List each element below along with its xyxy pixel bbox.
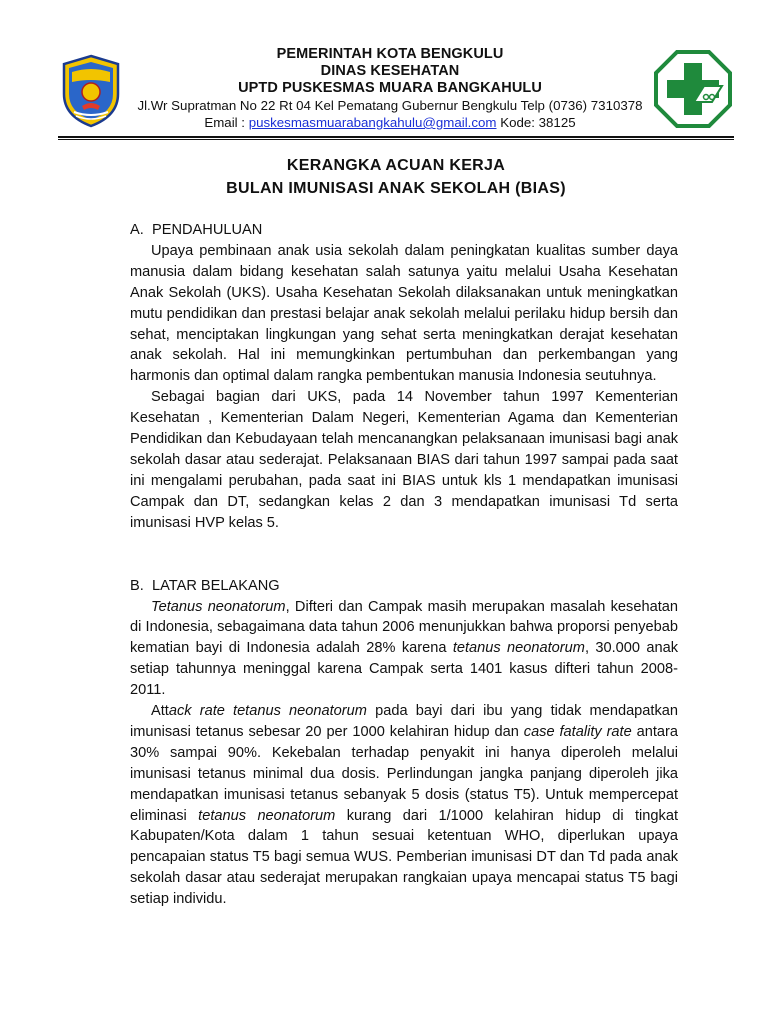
- section-a-number: A.: [130, 222, 144, 238]
- title-line-2: BULAN IMUNISASI ANAK SEKOLAH (BIAS): [226, 180, 566, 197]
- section-spacer: [130, 534, 678, 555]
- letterhead-contact: [120, 114, 660, 131]
- section-a-paragraph-2: Sebagai bagian dari UKS, pada 14 November tahun 1997 Kementerian Kesehatan , Kementerian Dalam Negeri, Kementerian Agama dan Kementerian Pendidikan dan Kebudayaan telah mencanangkan pelaksanaan imunisasi bagi anak sekolah dasar atau sederajat. Pelaksanaan BIAS dari tahun 1997 sampai pada saat ini mengalami perubahan, pada saat ini BIAS untuk kls 1 mendapatkan imunisasi Campak dan DT, sedangkan kelas 2 dan 3 mendapatkan imunisasi Td serta imunisasi HVP kelas 5.: [130, 389, 678, 531]
- italic-term: tetanus neonatorum: [452, 640, 585, 657]
- document-body: [130, 220, 678, 910]
- letterhead-government: PEMERINTAH KOTA BENGKULU: [276, 46, 504, 62]
- paragraph-text: Att: [151, 703, 169, 720]
- paragraph-text: antara 30% sampai 90%. Kekebalan terhadap penyakit ini hanya diperoleh melalui imunisasi tetanus minimal dua dosis. Perlindungan jangka panjang diperoleh jika mendapatkan imunisasi tetanus sebanyak 5 dosis (status T5). Untuk mempercepat eliminasi: [130, 723, 678, 824]
- section-b-heading: [130, 576, 678, 597]
- postal-code: Kode: 38125: [496, 115, 576, 130]
- letterhead-department: DINAS KESEHATAN: [320, 63, 460, 79]
- paragraph-text: , Difteri dan Campak masih merupakan masalah kesehatan di Indonesia, sebagaimana data tahun 2006 menunjukkan bahwa proporsi penyebab kematian bayi di Indonesia adalah 28% karena: [130, 598, 678, 657]
- italic-term: case fatality rate: [523, 723, 632, 740]
- letterhead-address: Jl.Wr Supratman No 22 Rt 04 Kel Pematang Gubernur Bengkulu Telp (0736) 7310378: [137, 98, 643, 113]
- paragraph-text: kurang dari 1/1000 kelahiran hidup di tingkat Kabupaten/Kota dalam 1 tahun sesuai ketentuan WHO, diperlukan upaya pencapaian status T5 bagi semua WUS. Pemberian imunisasi DT dan Td pada anak sekolah dasar atau sederajat merupakan rangkaian upaya mencapai status T5 bagi setiap individu.: [130, 807, 678, 908]
- bengkulu-city-emblem-icon: [60, 54, 122, 128]
- document-title: [58, 154, 734, 200]
- italic-term: ack rate tetanus neonatorum: [168, 703, 367, 720]
- section-a-heading: [130, 220, 678, 241]
- title-line-1: KERANGKA ACUAN KERJA: [286, 157, 506, 174]
- email-label: Email :: [204, 115, 249, 130]
- puskesmas-logo-icon: [654, 50, 732, 128]
- section-a-label: PENDAHULUAN: [152, 222, 263, 238]
- email-link[interactable]: puskesmasmuarabangkahulu@gmail.com: [248, 115, 497, 130]
- section-b-paragraph-2: [130, 701, 678, 910]
- paragraph-text: , 30.000 anak setiap tahunnya meninggal karena Campak serta 1401 kasus difteri tahun 2008-2011.: [130, 640, 678, 699]
- section-a-paragraph-1: Upaya pembinaan anak usia sekolah dalam peningkatan kualitas sumber daya manusia dalam bidang kesehatan salah satunya yaitu melalui Usaha Kesehatan Anak Sekolah (UKS). Usaha Kesehatan Sekolah dilaksanakan untuk meningkatkan mutu pendidikan dan prestasi belajar anak sekolah melalui perilaku hidup bersih dan sehat, menciptakan lingkungan yang sehat serta meningkatkan derajat kesehatan anak sekolah. Hal ini memungkinkan pertumbuhan dan perkembangan yang harmonis dan optimal dalam rangka pembentukan manusia Indonesia seutuhnya.: [130, 242, 678, 385]
- section-b-number: B.: [130, 577, 144, 594]
- letterhead: [120, 46, 660, 131]
- section-b-paragraph-1: [130, 597, 678, 702]
- letterhead-rule-thick: [58, 136, 734, 138]
- italic-term: tetanus neonatorum: [198, 807, 336, 824]
- italic-term: Tetanus neonatorum: [151, 598, 286, 615]
- section-b-label: LATAR BELAKANG: [152, 577, 280, 594]
- letterhead-unit: UPTD PUSKESMAS MUARA BANGKAHULU: [238, 80, 542, 96]
- letterhead-rule-thin: [58, 139, 734, 140]
- section-spacer: [130, 555, 678, 576]
- paragraph-text: pada bayi dari ibu yang tidak mendapatkan imunisasi tetanus sebesar 20 per 1000 kelahiran hidup dan: [130, 703, 678, 740]
